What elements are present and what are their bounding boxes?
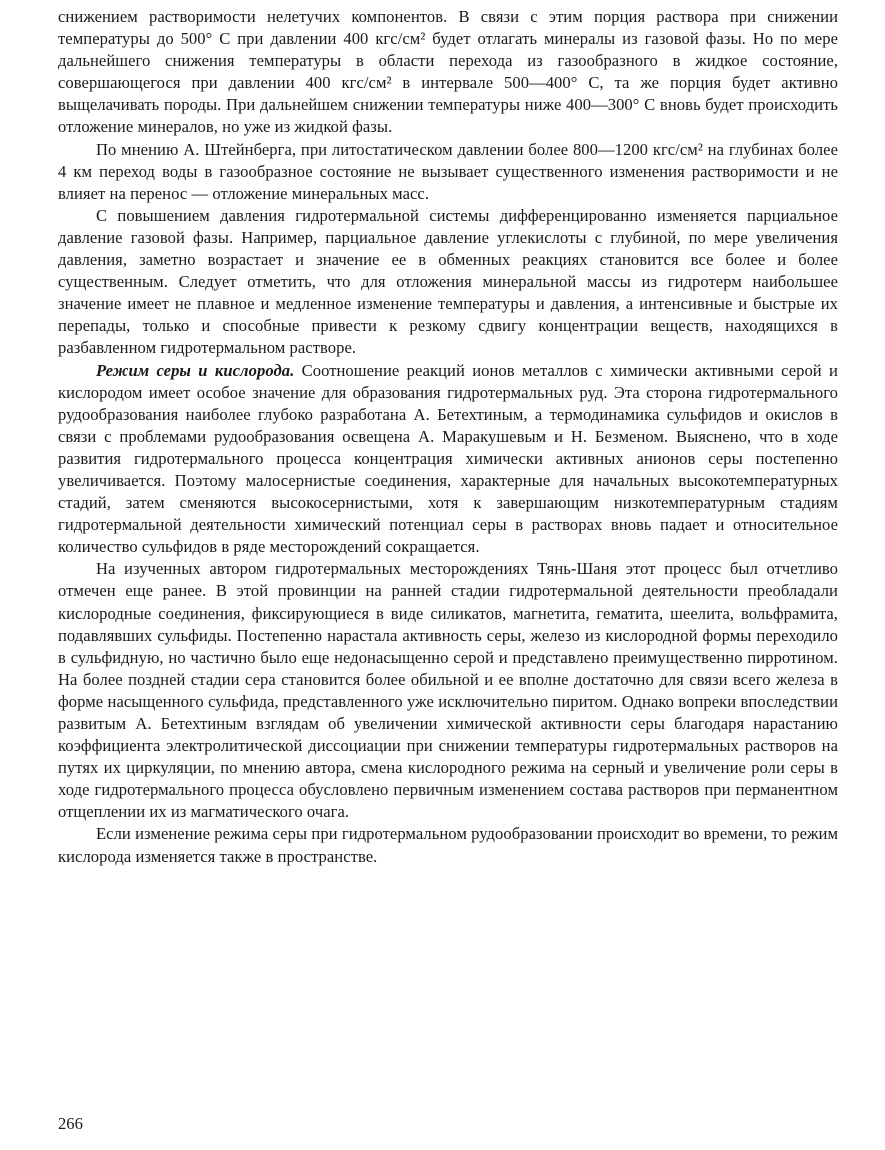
paragraph-1: снижением растворимости нелетучих компонентов. В связи с этим порция раствора при снижении температуры до 500° С при давлении 400 кгс/см² будет отлагать минералы из газовой фазы. Но по мере дальнейшего снижения температуры в области перехода из газообразного в жидкое состояние, совершающегося при давлении 400 кгс/см² в интервале 500—400° С, та же порция будет активно выщелачивать породы. При дальнейшем снижении температуры ниже 400—300° С вновь будет происходить отложение минералов, но уже из жидкой фазы. [58, 7, 838, 137]
paragraph-6: Если изменение режима серы при гидротермальном рудообразовании происходит во времени, то режим кислорода изменяется также в пространстве. [58, 824, 838, 866]
section-run-in-heading: Режим серы и кислорода. [96, 360, 295, 380]
paragraph-2: По мнению А. Штейнберга, при литостатическом давлении более 800—1200 кгс/см² на глубинах более 4 км переход воды в газообразное состояние не вызывает существенного изменения растворимости и не влияет на перенос — отложение минеральных масс. [58, 139, 838, 203]
paragraph-3: С повышением давления гидротермальной системы дифференцированно изменяется парциальное давление газовой фазы. Например, парциальное давление углекислоты с глубиной, по мере увеличения давления, заметно возрастает и значение ее в обменных реакциях становится все более и более существенным. Следует отметить, что для отложения минеральной массы из гидротерм наибольшее значение имеет не плавное и медленное изменение температуры и давления, а интенсивные и быстрые их перепады, только и способные привести к резкому сдвигу концентрации веществ, находящихся в разбавленном гидротермальном растворе. [58, 205, 838, 358]
text-block [58, 6, 838, 868]
paragraph-4-body: Соотношение реакций ионов металлов с химически активными серой и кислородом имеет особое значение для образования гидротермальных руд. Эта сторона гидротермального рудообразования наиболее глубоко разработана А. Бетехтиным, а термодинамика сульфидов и окислов в связи с проблемами рудообразования освещена А. Маракушевым и Н. Безменом. Выяснено, что в ходе развития гидротермального процесса концентрация химически активных анионов серы постепенно увеличивается. Поэтому малосернистые соединения, характерные для начальных высокотемпературных стадий, затем сменяются высокосернистыми, хотя к завершающим низкотемпературным стадиям гидротермальной деятельности химический потенциал серы в растворах вновь падает и относительное количество сульфидов в ряде месторождений сокращается. [58, 360, 838, 557]
page-number: 266 [58, 1114, 83, 1133]
paragraph-5: На изученных автором гидротермальных месторождениях Тянь-Шаня этот процесс был отчетливо отмечен еще ранее. В этой провинции на ранней стадии гидротермальной деятельности преобладали кислородные соединения, фиксирующиеся в виде силикатов, магнетита, гематита, шеелита, вольфрамита, подавлявших сульфиды. Постепенно нарастала активность серы, железо из кислородной формы переходило в сульфидную, но частично было еще недонасыщенно серой и представлено преимущественно пирротином. На более поздней стадии сера становится более обильной и ее вполне достаточно для связи всего железа в форме насыщенного сульфида, представленного уже исключительно пиритом. Однако вопреки впоследствии развитым А. Бетехтиным взглядам об увеличении химической активности серы благодаря нарастанию коэффициента электролитической диссоциации при снижении температуры гидротермальных растворов на путях их циркуляции, по мнению автора, смена кислородного режима на серный и увеличение роли серы в ходе гидротермального процесса обусловлено первичным изменением состава растворов при перманентном отщеплении их из магматического очага. [58, 559, 838, 822]
paragraph-4 [58, 360, 838, 559]
